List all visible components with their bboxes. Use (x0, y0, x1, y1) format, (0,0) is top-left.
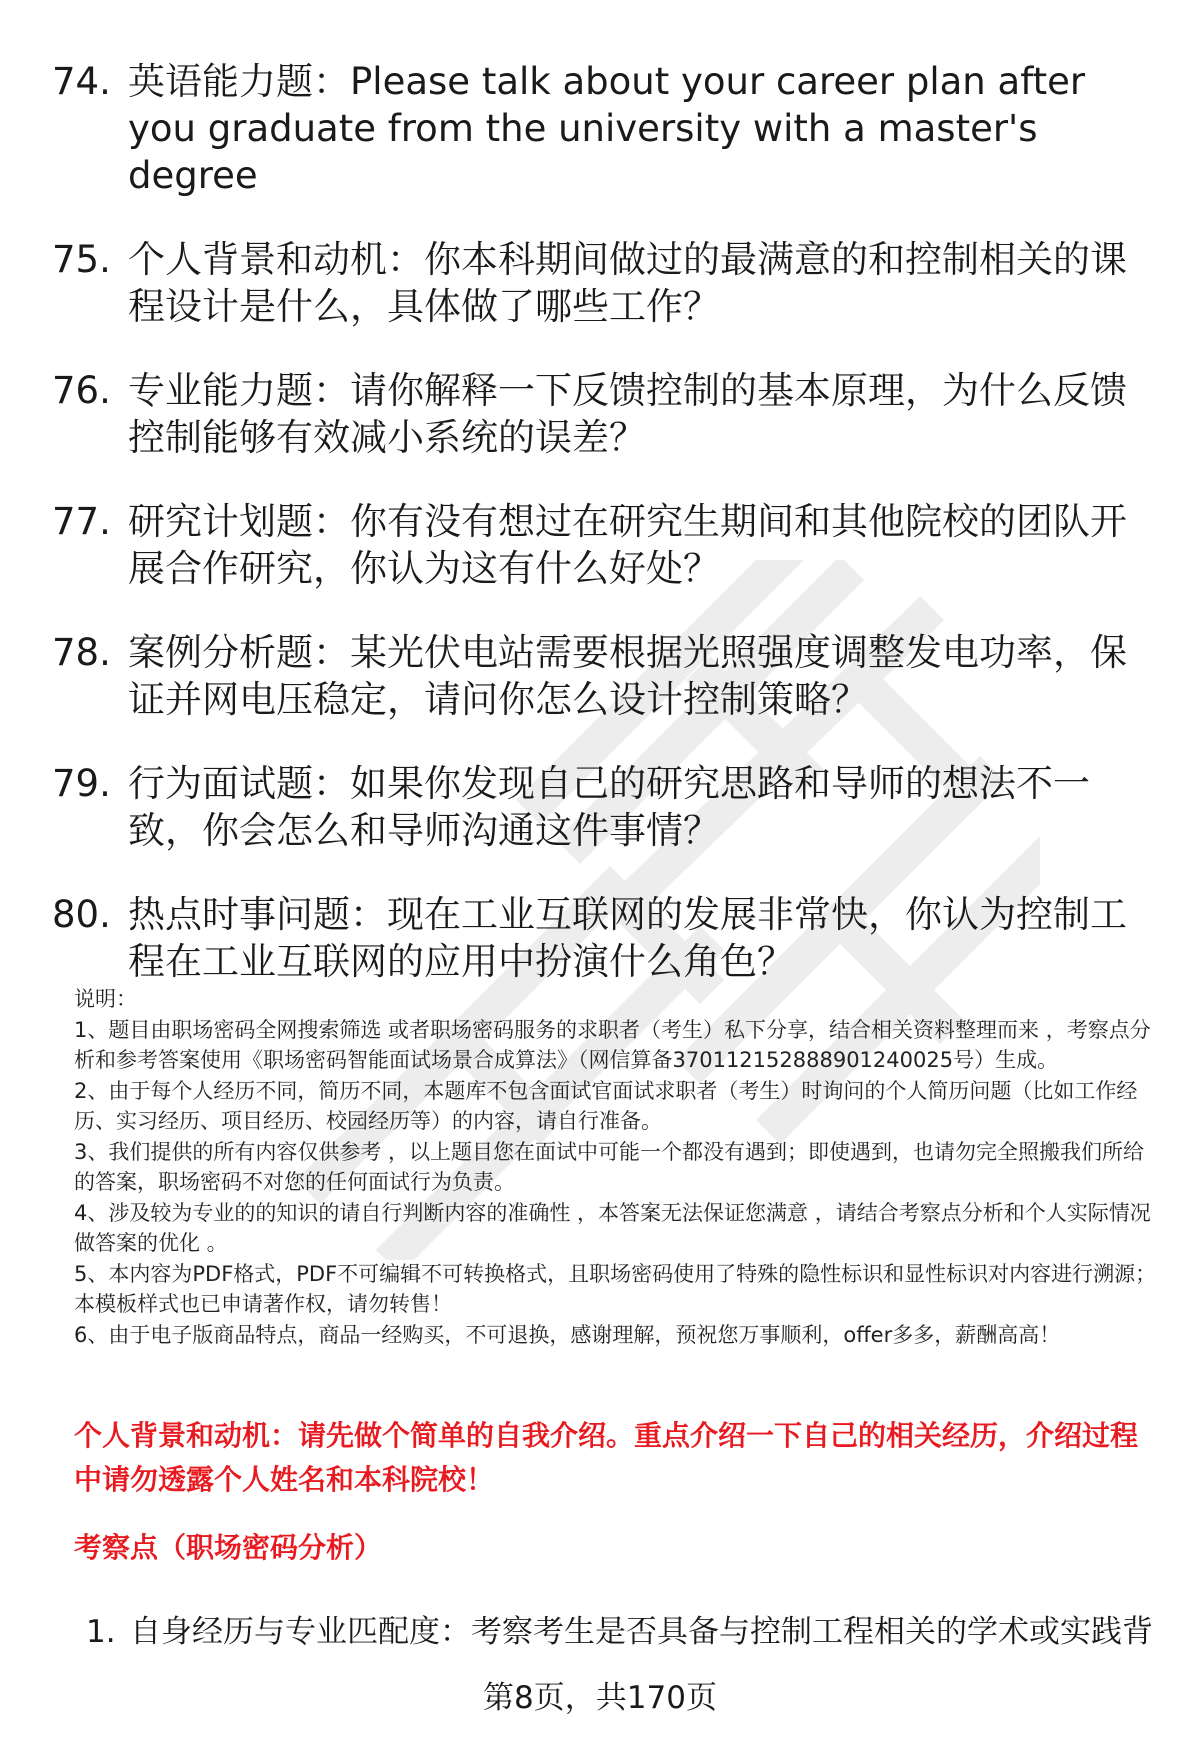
note-item: 4、涉及较为专业的的知识的请自行判断内容的准确性 ，本答案无法保证您满意 ，请结合考察点分析和个人实际情况做答案的优化 。 (74, 1200, 1151, 1255)
note-item: 6、由于电子版商品特点，商品一经购买，不可退换，感谢理解，预祝您万事顺利，offer多多，薪酬高高！ (74, 1322, 1061, 1347)
note-item: 1、题目由职场密码全网搜索筛选 或者职场密码服务的求职者（考生）私下分享，结合相关资料整理而来 ，考察点分析和参考答案使用《职场密码智能面试场景合成算法》（网信算备370112152888901240025号）生成。 (74, 1017, 1151, 1072)
question-number: 78. (52, 631, 111, 674)
analysis-point (86, 1610, 1166, 1654)
question-item (52, 58, 1152, 199)
disclaimer-notes (74, 984, 1160, 1350)
question-number: 77. (52, 500, 111, 543)
question-text: 个人背景和动机：你本科期间做过的最满意的和控制相关的课程设计是什么，具体做了哪些工作？ (128, 238, 1127, 328)
note-item: 5、本内容为PDF格式，PDF不可编辑不可转换格式，且职场密码使用了特殊的隐性标识和显性标识对内容进行溯源；本模板样式也已申请著作权，请勿转售！ (74, 1261, 1157, 1316)
question-item (52, 367, 1152, 461)
page-indicator: 第8页，共170页 (483, 1680, 717, 1716)
question-item (52, 498, 1152, 592)
question-item (52, 891, 1152, 985)
question-text: 专业能力题：请你解释一下反馈控制的基本原理，为什么反馈控制能够有效减小系统的误差？ (128, 369, 1127, 459)
question-text: 英语能力题：Please talk about your career plan after you graduate from the university with a master's degree (128, 60, 1086, 197)
question-text: 行为面试题：如果你发现自己的研究思路和导师的想法不一致，你会怎么和导师沟通这件事情？ (128, 762, 1090, 852)
note-item: 3、我们提供的所有内容仅供参考 ，以上题目您在面试中可能一个都没有遇到；即使遇到，也请勿完全照搬我们所给的答案，职场密码不对您的任何面试行为负责。 (74, 1139, 1145, 1194)
question-item (52, 760, 1152, 854)
question-text: 热点时事问题：现在工业互联网的发展非常快，你认为控制工程在工业互联网的应用中扮演什么角色？ (128, 893, 1127, 983)
question-item (52, 236, 1152, 330)
question-number: 74. (52, 60, 111, 103)
question-text: 案例分析题：某光伏电站需要根据光照强度调整发电功率，保证并网电压稳定，请问你怎么设计控制策略？ (128, 631, 1127, 721)
analysis-point-text: 自身经历与专业匹配度：考察考生是否具备与控制工程相关的学术或实践背 (130, 1614, 1153, 1650)
question-item (52, 629, 1152, 723)
question-list (52, 58, 1152, 1022)
featured-question: 个人背景和动机：请先做个简单的自我介绍。重点介绍一下自己的相关经历，介绍过程中请勿透露个人姓名和本科院校！ (74, 1419, 1139, 1496)
note-item: 2、由于每个人经历不同，简历不同，本题库不包含面试官面试求职者（考生）时询问的个人简历问题（比如工作经历、实习经历、项目经历、校园经历等）的内容，请自行准备。 (74, 1078, 1138, 1133)
notes-heading: 说明： (74, 987, 137, 1011)
question-number: 75. (52, 238, 111, 281)
analysis-heading: 考察点（职场密码分析） (74, 1531, 383, 1564)
question-number: 76. (52, 369, 111, 412)
analysis-point-number: 1. (86, 1614, 116, 1650)
question-number: 79. (52, 762, 111, 805)
question-text: 研究计划题：你有没有想过在研究生期间和其他院校的团队开展合作研究，你认为这有什么好处？ (128, 500, 1127, 590)
question-number: 80. (52, 893, 111, 936)
